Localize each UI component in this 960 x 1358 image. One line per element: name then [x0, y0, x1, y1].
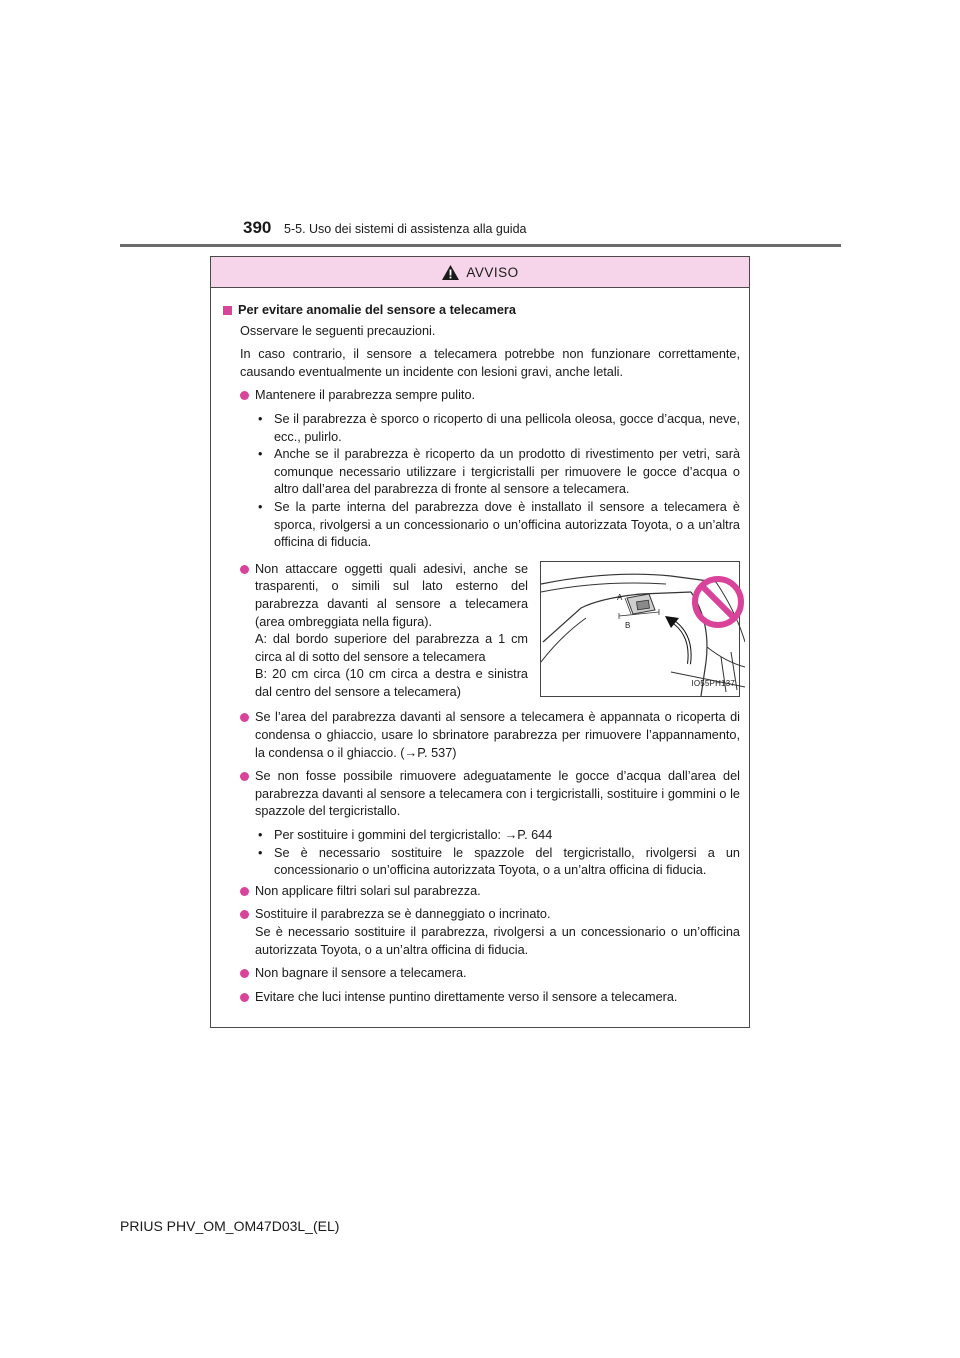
- sub-bullet-mark: •: [258, 447, 263, 462]
- bullet-text: Non bagnare il sensore a telecamera.: [255, 966, 467, 981]
- circle-bullet-icon: [240, 887, 249, 896]
- warning-triangle-icon: [441, 264, 460, 281]
- figure-label-b: B: [625, 620, 631, 630]
- bullet-text: [255, 906, 740, 959]
- circle-bullet-icon: [240, 713, 249, 722]
- bullet-text: Se non fosse possibile rimuovere adeguatamente le gocce d’acqua dall’area del parabrezza davanti al sensore a telecamera con i tergicristalli, sostituire i gommini o le spazzole del tergicristallo.: [255, 769, 740, 819]
- circle-bullet-icon: [240, 910, 249, 919]
- sub-item-text: Se il parabrezza è sporco o ricoperto di una pellicola oleosa, gocce d’acqua, neve, ecc., pulirlo.: [274, 411, 740, 444]
- sub-item-text: Anche se il parabrezza è ricoperto da un prodotto di rivestimento per vetri, sarà comunque necessario utilizzare i tergicristalli per rimuovere le gocce d’acqua o altro dall’area del parabrezza di fronte al sensore a telecamera.: [274, 447, 740, 497]
- circle-bullet-icon: [240, 772, 249, 781]
- bullet-text: [255, 561, 528, 702]
- circle-bullet-icon: [240, 969, 249, 978]
- figure-label-a: A: [617, 592, 623, 602]
- bullet-item: [240, 965, 740, 983]
- sub-item-text: Per sostituire i gommini del tergicristallo: →P. 644: [274, 828, 553, 843]
- circle-bullet-icon: [240, 391, 249, 400]
- figure-caption: IO55PH137: [691, 679, 735, 689]
- bullet-item: [240, 989, 740, 1007]
- warning-subhead: [223, 302, 740, 320]
- sub-bullet-mark: •: [258, 499, 263, 514]
- page-number: 390: [243, 218, 272, 237]
- sub-list-item: [258, 411, 740, 446]
- bullet-line-2: Se è necessario sostituire il parabrezza, rivolgersi a un concessionario o un’officina autorizzata Toyota, o a un’altra officina di fiducia.: [255, 925, 740, 957]
- figure-description: Non attaccare oggetti quali adesivi, anche se trasparenti, o simili sul lato esterno del parabrezza davanti al sensore a telecamera (area ombreggiata nella figura).: [255, 561, 528, 629]
- warning-title: AVVISO: [466, 264, 519, 280]
- sub-list-item: [258, 827, 740, 845]
- square-bullet-icon: [223, 306, 232, 315]
- intro-paragraph-1: Osservare le seguenti precauzioni.: [240, 323, 436, 338]
- bullet-text: Non applicare filtri solari sul parabrezza.: [255, 883, 481, 898]
- sub-list-item: [258, 446, 740, 499]
- sub-item-text: Se la parte interna del parabrezza dove è installato il sensore a telecamera è sporca, rivolgersi a un concessionario o un’officina autorizzata Toyota, o a un’altra officina di fiducia.: [274, 499, 740, 550]
- bullet-item-with-figure: [240, 561, 740, 702]
- subhead-text: Per evitare anomalie del sensore a telecamera: [238, 303, 516, 317]
- bullet-item: [240, 906, 740, 959]
- figure-note-b: B: 20 cm circa (10 cm circa a destra e sinistra dal centro del sensore a telecamera): [255, 667, 528, 699]
- sub-list-item: [258, 845, 740, 880]
- header-rule: [120, 244, 841, 247]
- intro-paragraph-2: In caso contrario, il sensore a telecamera potrebbe non funzionare correttamente, causando eventualmente un incidente con lesioni gravi, anche letali.: [240, 347, 740, 379]
- sub-list: [223, 411, 740, 552]
- warning-header: [211, 257, 749, 288]
- bullet-item: [240, 768, 740, 821]
- bullet-item: [240, 883, 740, 901]
- sub-bullet-mark: •: [258, 828, 263, 843]
- figure-note-a: A: dal bordo superiore del parabrezza a 1 cm circa al di sotto del sensore a telecamera: [255, 632, 528, 664]
- circle-bullet-icon: [240, 565, 249, 574]
- bullet-item: [240, 387, 740, 405]
- circle-bullet-icon: [240, 993, 249, 1002]
- sub-item-text: Se è necessario sostituire le spazzole del tergicristallo, rivolgersi a un concessionario o un’officina autorizzata Toyota, o a un’altra officina di fiducia.: [274, 845, 740, 878]
- sub-list: [223, 827, 740, 880]
- windshield-figure: [540, 561, 740, 697]
- sub-bullet-mark: •: [258, 845, 263, 860]
- sub-list-item: [258, 499, 740, 552]
- footer-code: PRIUS PHV_OM_OM47D03L_(EL): [120, 1218, 340, 1234]
- bullet-text: Mantenere il parabrezza sempre pulito.: [255, 388, 476, 403]
- sub-bullet-mark: •: [258, 411, 263, 426]
- bullet-text: Se l’area del parabrezza davanti al sensore a telecamera è appannata o ricoperta di condensa o ghiaccio, usare lo sbrinatore parabrezza per rimuovere l’appannamento, la condensa o il ghiaccio. (→P. 537): [255, 710, 740, 760]
- bullet-text: Evitare che luci intense puntino direttamente verso il sensore a telecamera.: [255, 989, 678, 1004]
- bullet-item: [240, 709, 740, 762]
- warning-box: [210, 256, 750, 1028]
- bullet-line-1: Sostituire il parabrezza se è danneggiato o incrinato.: [255, 907, 551, 922]
- warning-body: [211, 288, 749, 1006]
- section-title: 5-5. Uso dei sistemi di assistenza alla guida: [284, 222, 527, 236]
